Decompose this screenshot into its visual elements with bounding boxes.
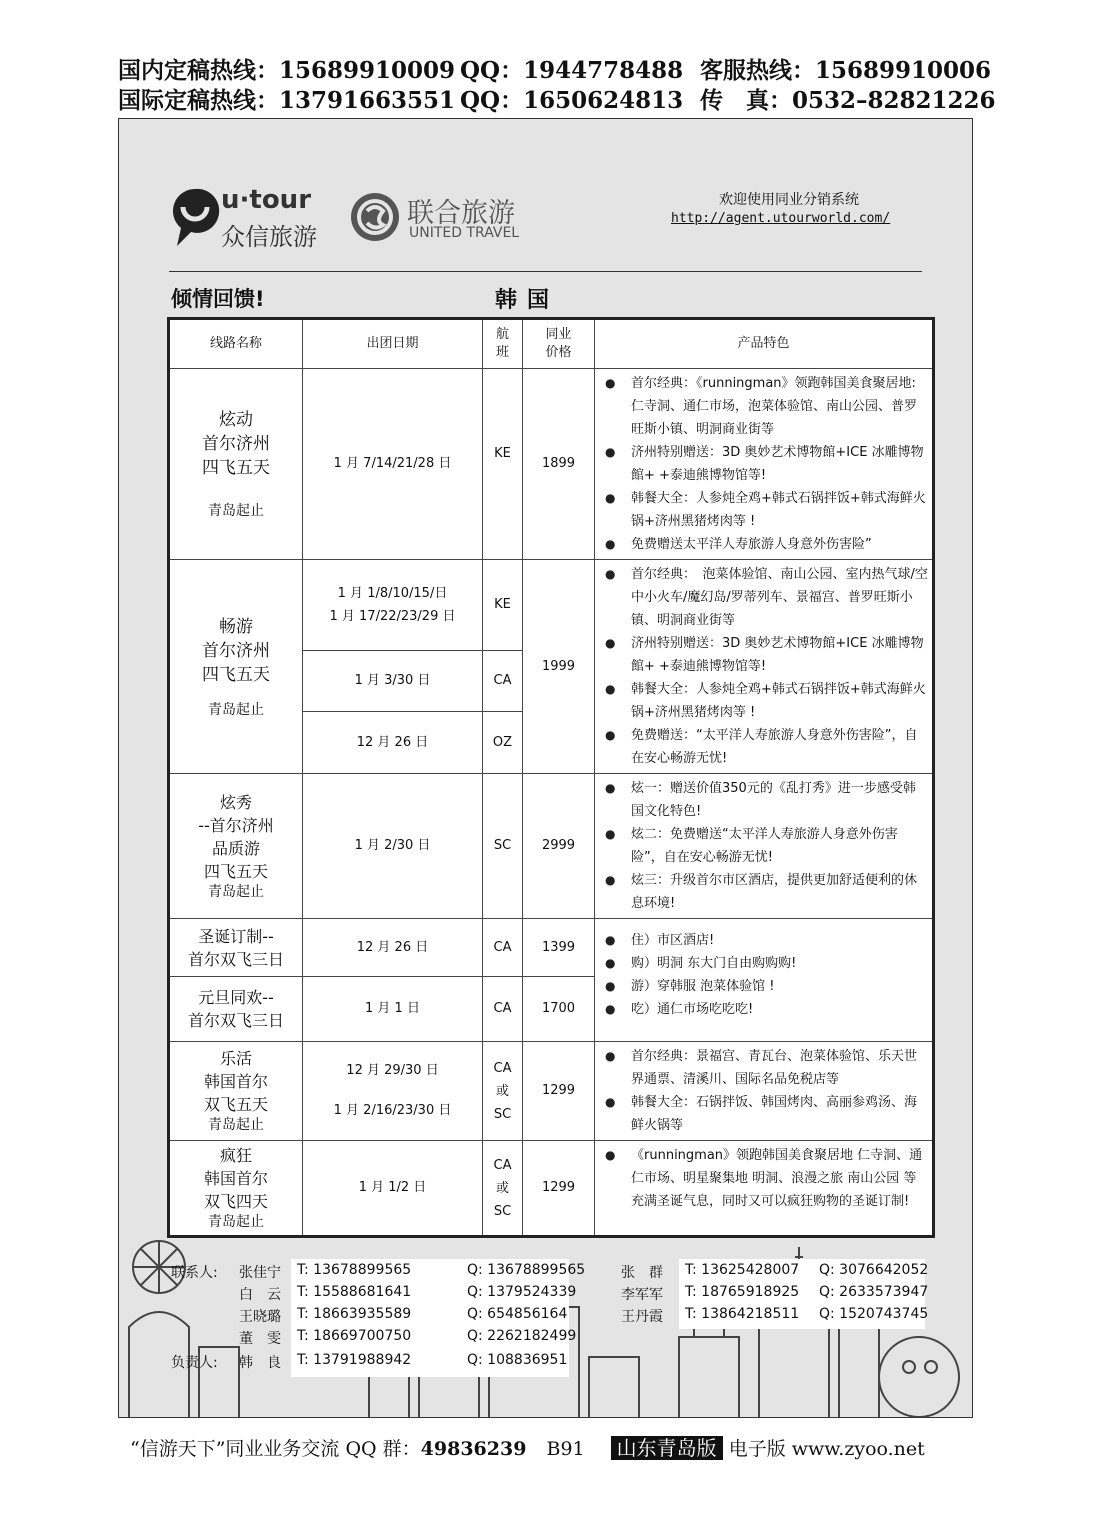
route-flight: CA 或 SC (483, 1141, 523, 1237)
route-name: 炫秀 --首尔济州 品质游 四飞五天 青岛起止 (169, 774, 303, 919)
contact-qq: Q: 3076642052 (819, 1262, 929, 1278)
feature-item: ● 首尔经典：《runningman》领跑韩国美食聚居地:仁寺洞、通仁市场，泡菜体验馆、南山公园、普罗旺斯小镇、明洞商业街等 (603, 372, 928, 441)
route-flight: CA (483, 650, 523, 712)
contact-qq: Q: 1520743745 (819, 1306, 929, 1322)
header-divider (169, 271, 922, 272)
contact-label: 联系人: (171, 1265, 218, 1281)
feature-item: ● 游）穿韩服 泡菜体验馆 ! (603, 975, 928, 998)
header-date: 出团日期 (303, 319, 483, 369)
route-name: 圣诞订制-- 首尔双飞三日 (169, 919, 303, 977)
route-price: 1999 (523, 560, 595, 774)
route-flight: CA 或 SC (483, 1042, 523, 1141)
route-date: 1 月 1/2 日 (303, 1141, 483, 1237)
contact-tel: T: 18663935589 (297, 1306, 412, 1322)
route-name: 疯狂 韩国首尔 双飞四天 青岛起止 (169, 1141, 303, 1237)
route-features (595, 369, 934, 560)
route-table (167, 317, 935, 1238)
fax-number: 传 真：0532–82821226 (700, 87, 996, 114)
route-name: 元旦同欢-- 首尔双飞三日 (169, 977, 303, 1042)
table-row (169, 774, 934, 919)
contact-qq: Q: 2633573947 (819, 1284, 929, 1300)
route-features (595, 1042, 934, 1141)
feature-item: ● 首尔经典：景福宫、青瓦台、泡菜体验馆、乐天世界通票、清溪川、国际名品免税店等 (603, 1045, 928, 1091)
table-row (169, 1042, 934, 1141)
section-title: 倾情回馈! (171, 287, 265, 311)
contact-name: 王丹霞 (621, 1309, 663, 1325)
table-row (169, 560, 934, 651)
feature-item: ● 炫三：升级首尔市区酒店，提供更加舒适便利的休息环境! (603, 869, 928, 915)
feature-item: ● 韩餐大全：人参炖全鸡+韩式石锅拌饭+韩式海鲜火锅+济州黑猪烤肉等 ! (603, 487, 928, 533)
feature-item: ● 吃）通仁市场吃吃吃! (603, 998, 928, 1021)
route-flight: KE (483, 369, 523, 560)
route-price: 1299 (523, 1042, 595, 1141)
route-date: 1 月 1 日 (303, 977, 483, 1042)
contact-name: 王晓璐 (239, 1309, 281, 1325)
contact-tel: T: 13864218511 (685, 1306, 800, 1322)
united-en: UNITED TRAVEL (409, 225, 520, 241)
route-price: 1399 (523, 919, 595, 977)
footer (130, 1432, 925, 1461)
contact-qq: Q: 13678899565 (467, 1262, 586, 1278)
route-date: 1 月 2/30 日 (303, 774, 483, 919)
route-flight: KE (483, 560, 523, 651)
shared-features (595, 919, 934, 1042)
feature-item: ● 炫二：免费赠送“太平洋人寿旅游人身意外伤害险”，自在安心畅游无忧! (603, 823, 928, 869)
footer-text: “信游天下”同业业务交流 QQ 群： (130, 1438, 421, 1460)
contact-qq: Q: 2262182499 (467, 1328, 577, 1344)
feature-item: ● 济州特别赠送：3D 奥妙艺术博物館+ICE 冰雕博物館+ +泰迪熊博物馆等! (603, 441, 928, 487)
route-date: 1 月 1/8/10/15/日 1 月 17/22/23/29 日 (303, 560, 483, 651)
feature-item: ● 济州特别赠送：3D 奥妙艺术博物館+ICE 冰雕博物館+ +泰迪熊博物馆等! (603, 632, 928, 678)
table-row (169, 369, 934, 560)
route-date: 12 月 29/30 日 1 月 2/16/23/30 日 (303, 1042, 483, 1141)
feature-item: ● 免费赠送：“太平洋人寿旅游人身意外伤害险”，自在安心畅游无忧! (603, 724, 928, 770)
table-row (169, 1141, 934, 1237)
contacts-block (119, 1259, 973, 1379)
intl-hotline: 国际定稿热线：13791663551 (118, 87, 456, 114)
contact-tel: T: 18765918925 (685, 1284, 800, 1300)
contact-tel: T: 13625428007 (685, 1262, 800, 1278)
contact-qq: Q: 654856164 (467, 1306, 568, 1322)
route-date: 12 月 26 日 (303, 919, 483, 977)
table-header-row (169, 319, 934, 369)
header-route-name: 线路名称 (169, 319, 303, 369)
route-flight: OZ (483, 712, 523, 774)
feature-item: ● 住）市区酒店! (603, 929, 928, 952)
flyer-panel (118, 118, 973, 1418)
header-price: 同业 价格 (523, 319, 595, 369)
service-hotline: 客服热线：15689910006 (700, 57, 992, 84)
agent-url-link[interactable]: http://agent.utourworld.com/ (671, 211, 891, 226)
united-travel-icon (349, 191, 401, 243)
route-features (595, 560, 934, 774)
contact-tel: T: 13678899565 (297, 1262, 412, 1278)
united-travel-logo (349, 191, 520, 247)
route-name: 乐活 韩国首尔 双飞五天 青岛起止 (169, 1042, 303, 1141)
contact-name: 张佳宁 (239, 1265, 281, 1281)
intl-qq: QQ：1650624813 (460, 87, 684, 114)
route-features (595, 1141, 934, 1237)
route-price: 2999 (523, 774, 595, 919)
utour-logo (169, 185, 329, 253)
welcome-text: 欢迎使用同业分销系统 (719, 192, 859, 208)
manager-label: 负责人: (171, 1355, 218, 1371)
contact-qq: Q: 1379524339 (467, 1284, 577, 1300)
feature-item: ● 首尔经典： 泡菜体验馆、南山公园、室内热气球/空中小火车/魔幻岛/罗蒂列车、景福宫、普罗旺斯小镇、明洞商业街等 (603, 563, 928, 632)
header-feature: 产品特色 (595, 319, 934, 369)
domestic-hotline: 国内定稿热线：15689910009 (118, 57, 456, 84)
feature-item: ● 炫一：赠送价值350元的《乱打秀》进一步感受韩国文化特色! (603, 777, 928, 823)
contact-name: 李军军 (621, 1287, 663, 1303)
footer-qq-group: 49836239 (420, 1438, 527, 1460)
route-price: 1299 (523, 1141, 595, 1237)
contact-name: 韩 良 (239, 1355, 281, 1371)
contact-name: 张 群 (621, 1265, 663, 1281)
feature-item: ● 韩餐大全：人参炖全鸡+韩式石锅拌饭+韩式海鲜火锅+济州黑猪烤肉等 ! (603, 678, 928, 724)
table-row (169, 919, 934, 977)
header-flight: 航 班 (483, 319, 523, 369)
route-flight: SC (483, 774, 523, 919)
edition-badge: 山东青岛版 (611, 1436, 723, 1460)
route-name: 畅游 首尔济州 四飞五天 青岛起止 (169, 560, 303, 774)
utour-cn: 众信旅游 (221, 223, 317, 251)
feature-item: ● 免费赠送太平洋人寿旅游人身意外伤害险” (603, 533, 928, 556)
feature-item: ● 购）明洞 东大门自由购购购! (603, 952, 928, 975)
page-number: B91 (546, 1438, 585, 1460)
united-cn: 联合旅游 (407, 198, 515, 229)
route-flight: CA (483, 977, 523, 1042)
contact-name: 白 云 (239, 1287, 281, 1303)
contact-qq: Q: 108836951 (467, 1352, 568, 1368)
route-price: 1899 (523, 369, 595, 560)
contact-tel: T: 13791988942 (297, 1352, 412, 1368)
route-features (595, 774, 934, 919)
site-link[interactable]: 电子版 www.zyoo.net (728, 1438, 925, 1460)
route-flight: CA (483, 919, 523, 977)
feature-item: ● 《runningman》领跑韩国美食聚居地 仁寺洞、通仁市场、明星聚集地 明洞、浪漫之旅 南山公园 等充满圣诞气息，同时又可以疯狂购物的圣诞订制! (603, 1144, 928, 1213)
contact-name: 董 雯 (239, 1331, 281, 1347)
feature-item: ● 韩餐大全：石锅拌饭、韩国烤肉、高丽参鸡汤、海鲜火锅等 (603, 1091, 928, 1137)
route-price: 1700 (523, 977, 595, 1042)
country-title: 韩国 (495, 288, 560, 313)
utour-en: u·tour (221, 185, 312, 215)
route-date: 1 月 3/30 日 (303, 650, 483, 712)
route-name: 炫动 首尔济州 四飞五天 青岛起止 (169, 369, 303, 560)
route-date: 1 月 7/14/21/28 日 (303, 369, 483, 560)
domestic-qq: QQ：1944778488 (460, 57, 684, 84)
route-date: 12 月 26 日 (303, 712, 483, 774)
contact-tel: T: 18669700750 (297, 1328, 412, 1344)
contact-tel: T: 15588681641 (297, 1284, 412, 1300)
